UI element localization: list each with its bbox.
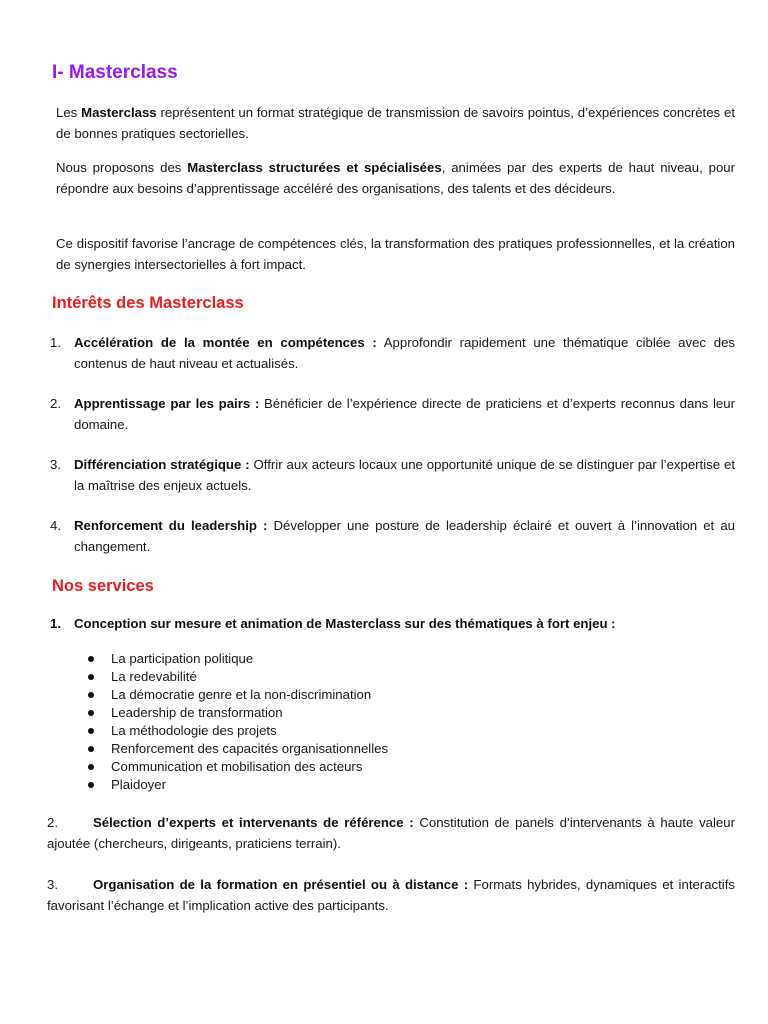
section-heading-services: Nos services <box>52 577 154 595</box>
item-bold: Apprentissage par les pairs : <box>74 396 260 411</box>
bullet-icon <box>88 674 94 680</box>
item-text: Développer une posture de leadership éclairé et ouvert à l’innovation et au changement. <box>74 518 735 554</box>
item-number: 3. <box>47 877 58 892</box>
bullet-icon <box>88 782 94 788</box>
item-bold: Renforcement du leadership : <box>74 518 268 533</box>
bullet-icon <box>88 656 94 662</box>
item-number: 2. <box>47 815 58 830</box>
bullet-icon <box>88 764 94 770</box>
item-text: Approfondir rapidement une thématique ciblée avec des contenus de haut niveau et actualisés. <box>74 335 736 371</box>
item-number: 1. <box>50 335 61 350</box>
interet-item-4 <box>50 516 735 557</box>
item-bold: Accélération de la montée en compétences : <box>74 335 377 350</box>
list-item: La participation politique <box>86 650 388 668</box>
item-number: 1. <box>50 616 61 631</box>
item-bold: Conception sur mesure et animation de Masterclass sur des thématiques à fort enjeu : <box>74 616 616 631</box>
service-item-3 <box>47 875 735 916</box>
item-text: Constitution de panels d’intervenants à haute valeur ajoutée (chercheurs, dirigeants, praticiens terrain). <box>47 815 735 851</box>
service-item-2 <box>47 813 735 854</box>
item-number: 4. <box>50 518 61 533</box>
page-title: I- Masterclass <box>52 62 178 83</box>
item-text: Offrir aux acteurs locaux une opportunité unique de se distinguer par l’expertise et la maîtrise des enjeux actuels. <box>74 457 735 493</box>
item-bold: Sélection d’experts et intervenants de référence : <box>93 815 414 830</box>
interet-item-2 <box>50 394 735 435</box>
bullet-icon <box>88 728 94 734</box>
list-item: Leadership de transformation <box>86 704 388 722</box>
list-item: La méthodologie des projets <box>86 722 388 740</box>
bullet-icon <box>88 746 94 752</box>
service-item-1 <box>50 614 735 635</box>
item-bold: Différenciation stratégique : <box>74 457 250 472</box>
intro-paragraph-2 <box>56 158 735 199</box>
intro-2-post: , animées par des experts de haut niveau, pour répondre aux besoins d’apprentissage accéléré des organisations, des talents et des décideurs. <box>56 160 736 196</box>
item-text: Formats hybrides, dynamiques et interactifs favorisant l’échange et l’implication active des participants. <box>47 877 735 913</box>
list-item: Renforcement des capacités organisationnelles <box>86 740 388 758</box>
item-bold: Organisation de la formation en présentiel ou à distance : <box>93 877 469 892</box>
intro-paragraph-3: Ce dispositif favorise l’ancrage de compétences clés, la transformation des pratiques professionnelles, et la création de synergies intersectorielles à fort impact. <box>56 236 735 272</box>
bullet-icon <box>88 710 94 716</box>
list-item: Communication et mobilisation des acteurs <box>86 758 388 776</box>
intro-1-bold: Masterclass <box>81 105 157 120</box>
intro-1-post: représentent un format stratégique de transmission de savoirs pointus, d’expériences concrètes et de bonnes pratiques sectorielles. <box>56 105 735 141</box>
item-number: 3. <box>50 457 61 472</box>
list-item: La démocratie genre et la non-discrimination <box>86 686 388 704</box>
intro-paragraph-1 <box>56 103 735 144</box>
thematiques-list <box>86 650 388 794</box>
item-text: Bénéficier de l’expérience directe de praticiens et d’experts reconnus dans leur domaine. <box>74 396 735 432</box>
list-item: Plaidoyer <box>86 776 388 794</box>
interet-item-1 <box>50 333 735 374</box>
intro-2-pre: Nous proposons des <box>56 160 188 175</box>
section-heading-interets: Intérêts des Masterclass <box>52 294 244 312</box>
list-item: La redevabilité <box>86 668 388 686</box>
bullet-icon <box>88 692 94 698</box>
intro-1-pre: Les <box>56 105 82 120</box>
item-number: 2. <box>50 396 61 411</box>
interet-item-3 <box>50 455 735 496</box>
intro-2-bold: Masterclass structurées et spécialisées <box>187 160 442 175</box>
